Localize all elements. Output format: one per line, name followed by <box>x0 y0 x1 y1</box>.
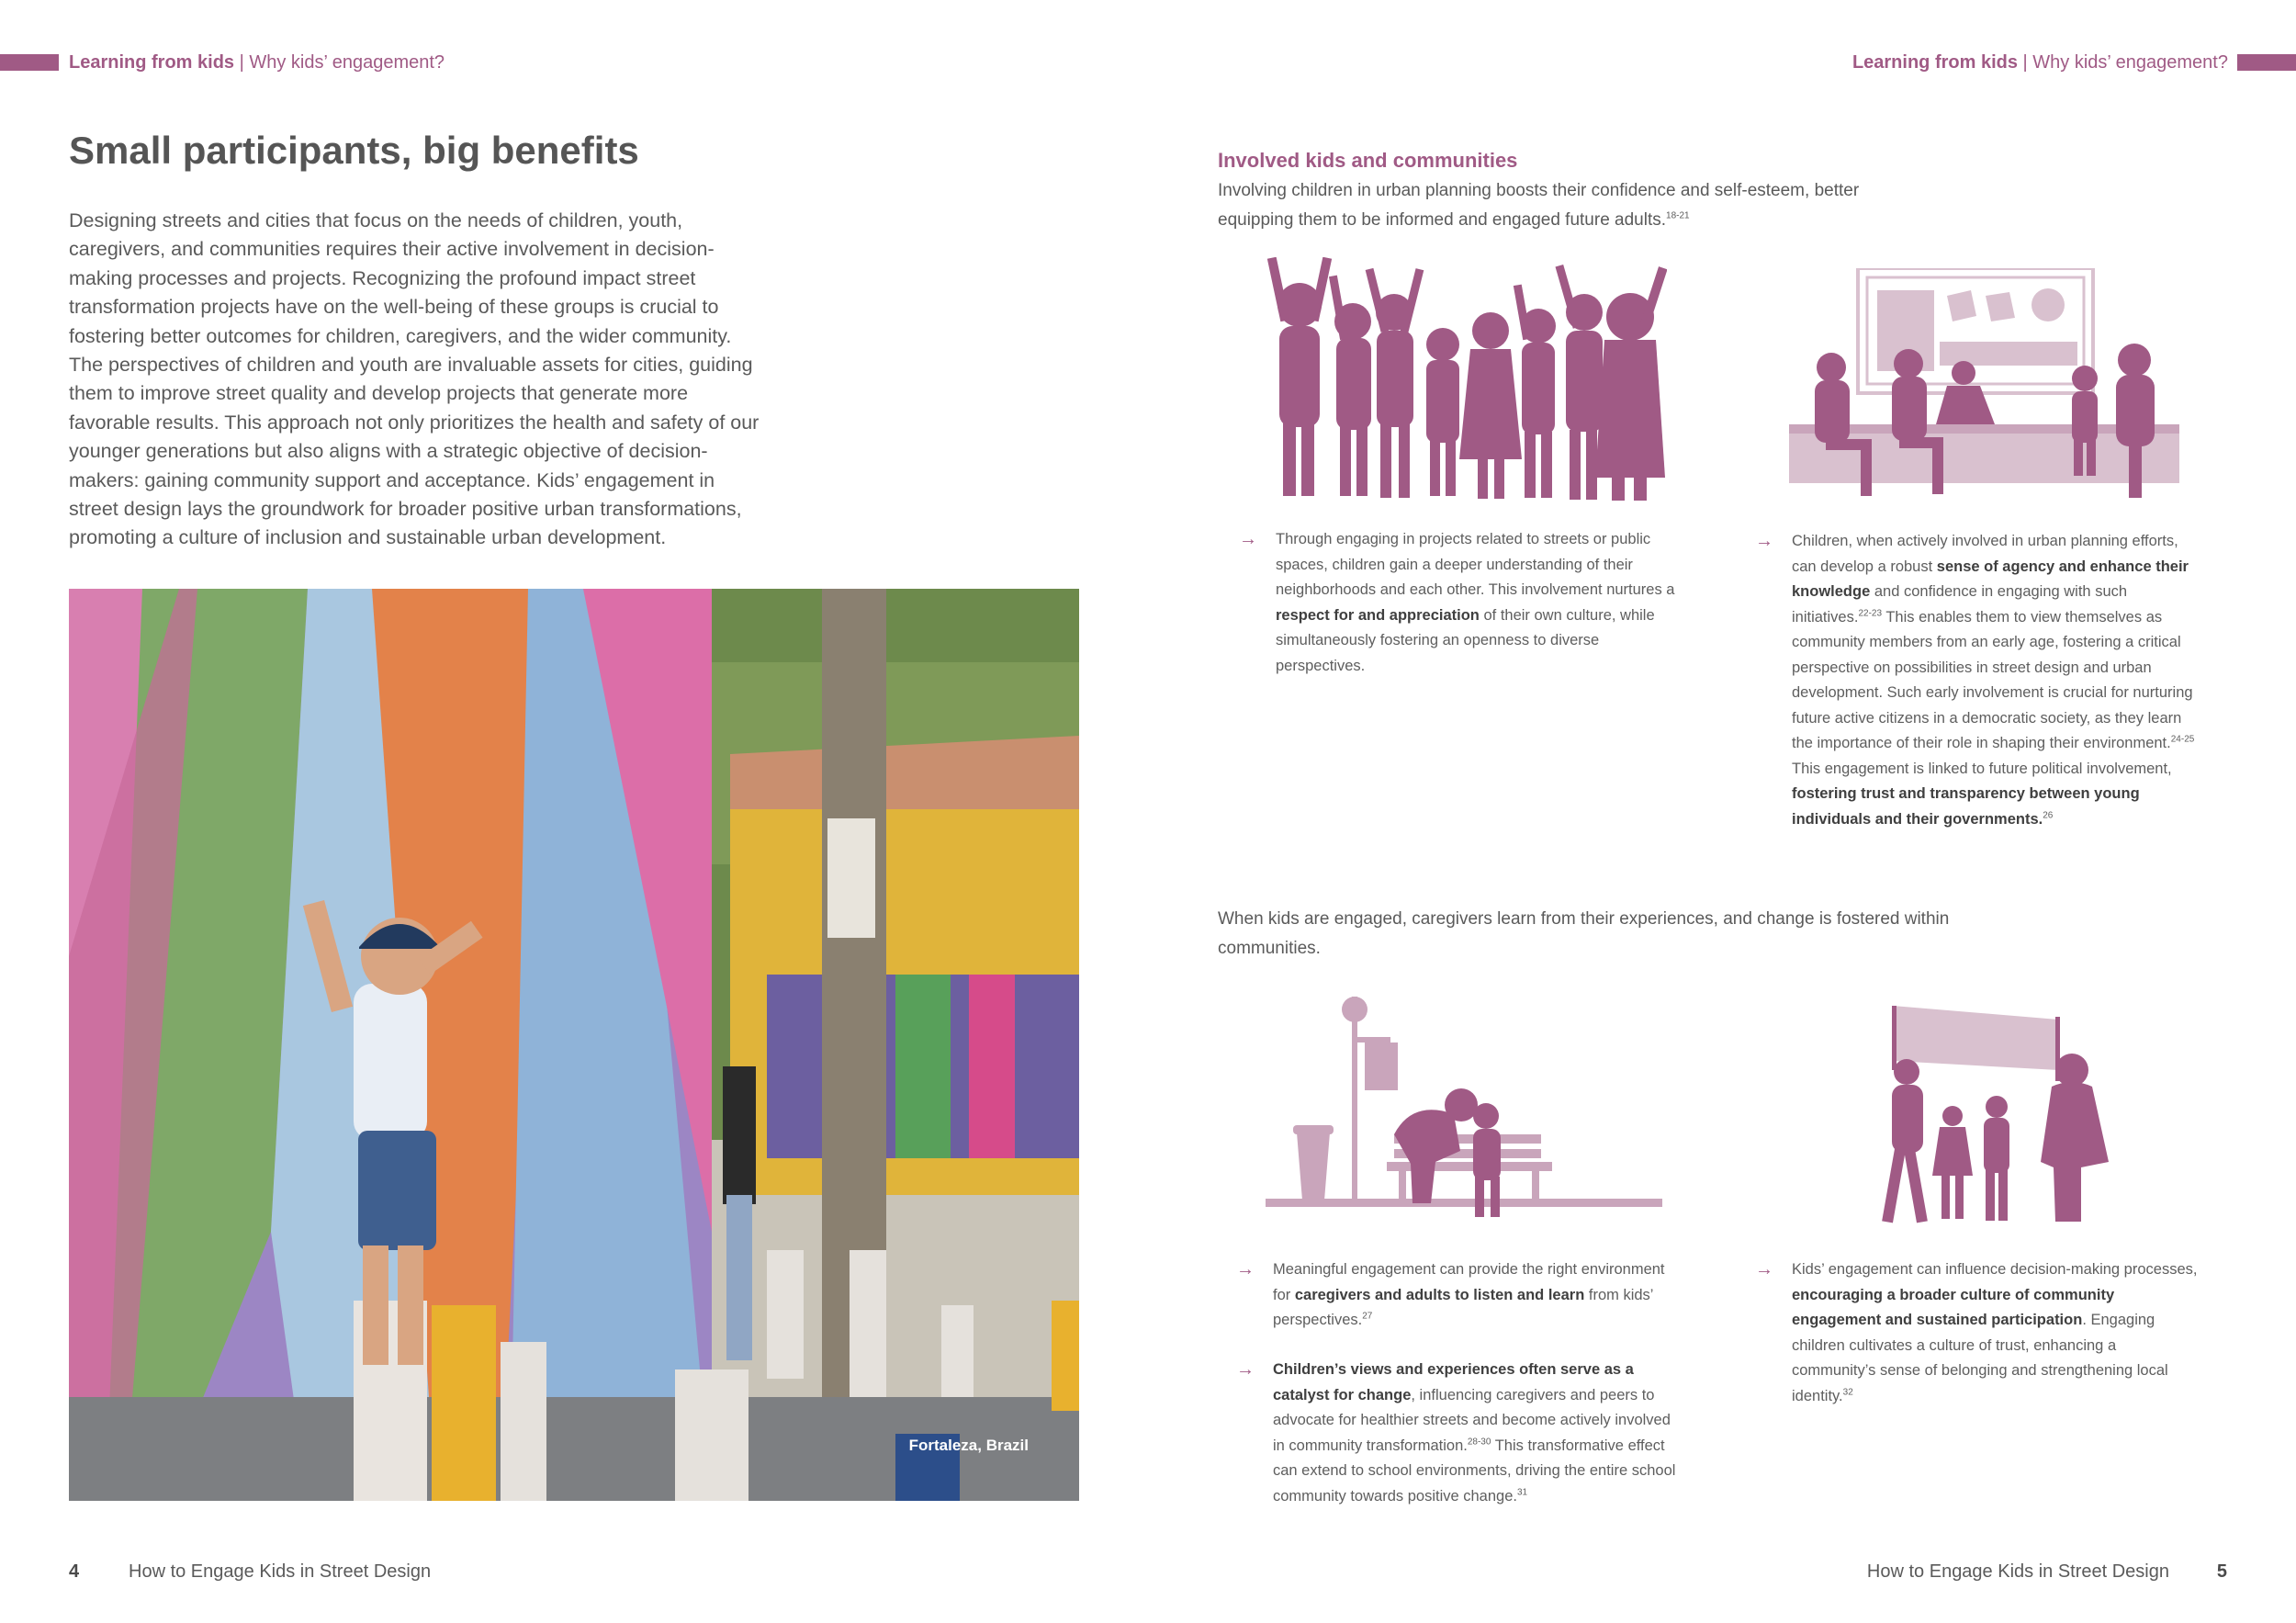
page-number-left: 4 <box>69 1561 80 1582</box>
intro-paragraph: Involving children in urban planning boosts their confidence and self-esteem, better equipping them to be informed and engaged future adults.$^{18-21}$ <box>1218 181 1860 230</box>
photo-illustration <box>69 589 1079 1501</box>
bullet-catalyst: → Children’s views and experiences often serve as a catalyst for change, influencing caregivers and peers to advocate for healthier streets and become actively involved in community transformation.$^{28-30}$ This transformative effect can extend to school environments, driving the entire school community towards positive change.$^{31}$ <box>1236 1359 1676 1505</box>
arrow-icon: → <box>1236 1259 1255 1279</box>
running-header-right: Learning from kids | Why kids’ engagement? <box>1851 52 2228 73</box>
header-section: Learning from kids <box>1851 52 2018 73</box>
header-subsection: Why kids’ engagement? <box>249 52 445 73</box>
page-title: Small participants, big benefits <box>69 129 639 172</box>
header-section: Learning from kids <box>69 52 235 73</box>
running-header-left: Learning from kids | Why kids’ engagement? <box>69 52 445 73</box>
footer-doc-title-left: How to Engage Kids in Street Design <box>129 1561 432 1582</box>
arrow-icon: → <box>1236 1359 1255 1380</box>
bullet-culture: → Through engaging in projects related to streets or public spaces, children gain a deeper understanding of their neighborhoods and each other. This involvement nurtures a respect for and appreciation of their own culture, while simultaneously fostering an openness to diverse perspectives. <box>1239 529 1675 674</box>
family-banner-illustration <box>1851 1006 2113 1231</box>
header-bar-right <box>2237 54 2296 71</box>
bullet-caregivers-listen: → Meaningful engagement can provide the right environment for caregivers and adults to listen and learn from kids’ perspectives.$^{27}$ <box>1236 1259 1665 1328</box>
section-heading: Involved kids and communities <box>1218 149 1518 172</box>
footer-doc-title-right: How to Engage Kids in Street Design <box>1866 1561 2169 1582</box>
header-subsection: Why kids’ engagement? <box>2032 52 2228 73</box>
photo-caption: Fortaleza, Brazil <box>908 1437 1029 1454</box>
planning-workshop-illustration <box>1789 268 2184 505</box>
caregivers-intro: When kids are engaged, caregivers learn from their experiences, and change is fostered within communities. <box>1218 909 1950 958</box>
arrow-icon: → <box>1755 531 1773 551</box>
lead-paragraph: Designing streets and cities that focus on the needs of children, youth, caregivers, and communities requires their active involvement in decision-making processes and projects. Recognizing the profound impact street transformation projects have on the well-being of these groups is crucial to fostering better outcomes for children, caregivers, and the wider community. The perspectives of children and youth are invaluable assets for cities, guiding them to improve street quality and develop projects that generate more favorable results. This approach not only prioritizes the health and safety of our younger generations but also aligns with a strategic objective of decision-makers: gaining community support and acceptance. Kids’ engagement in street design lays the groundwork for broader positive urban transformations, promoting a culture of inclusion and sustainable urban development. <box>69 209 760 549</box>
bullet-agency: → Children, when actively involved in urban planning efforts, can develop a robust sense of agency and enhance their knowledge and confidence in engaging with such initiatives.$^{22-23}$ This enables them to view themselves as community members from an early age, fostering a critical perspective on possibilities in street design and urban development. Such early involvement is crucial for nurturing future active citizens in a democratic society, as they learn the importance of their role in shaping their environment.$^{24-25}$ This engagement is linked to future political involvement, fostering trust and transparency between young individuals and their governments.$^{26}$ <box>1755 531 2195 828</box>
bullet-decision-making: → Kids’ engagement can influence decision-making processes, encouraging a broader culture of community engagement and sustained participation. Engaging children cultivates a culture of trust, enhancing a community’s sense of belonging and strengthening local identity.$^{32}$ <box>1755 1259 2198 1404</box>
arrow-icon: → <box>1755 1259 1773 1279</box>
page-number-right: 5 <box>2216 1561 2227 1582</box>
cheering-kids-illustration <box>1263 257 1667 501</box>
header-bar-left <box>0 54 59 71</box>
arrow-icon: → <box>1239 529 1257 549</box>
caregiver-bench-illustration <box>1266 997 1662 1231</box>
photo-kid-on-bollard <box>69 589 1079 1501</box>
